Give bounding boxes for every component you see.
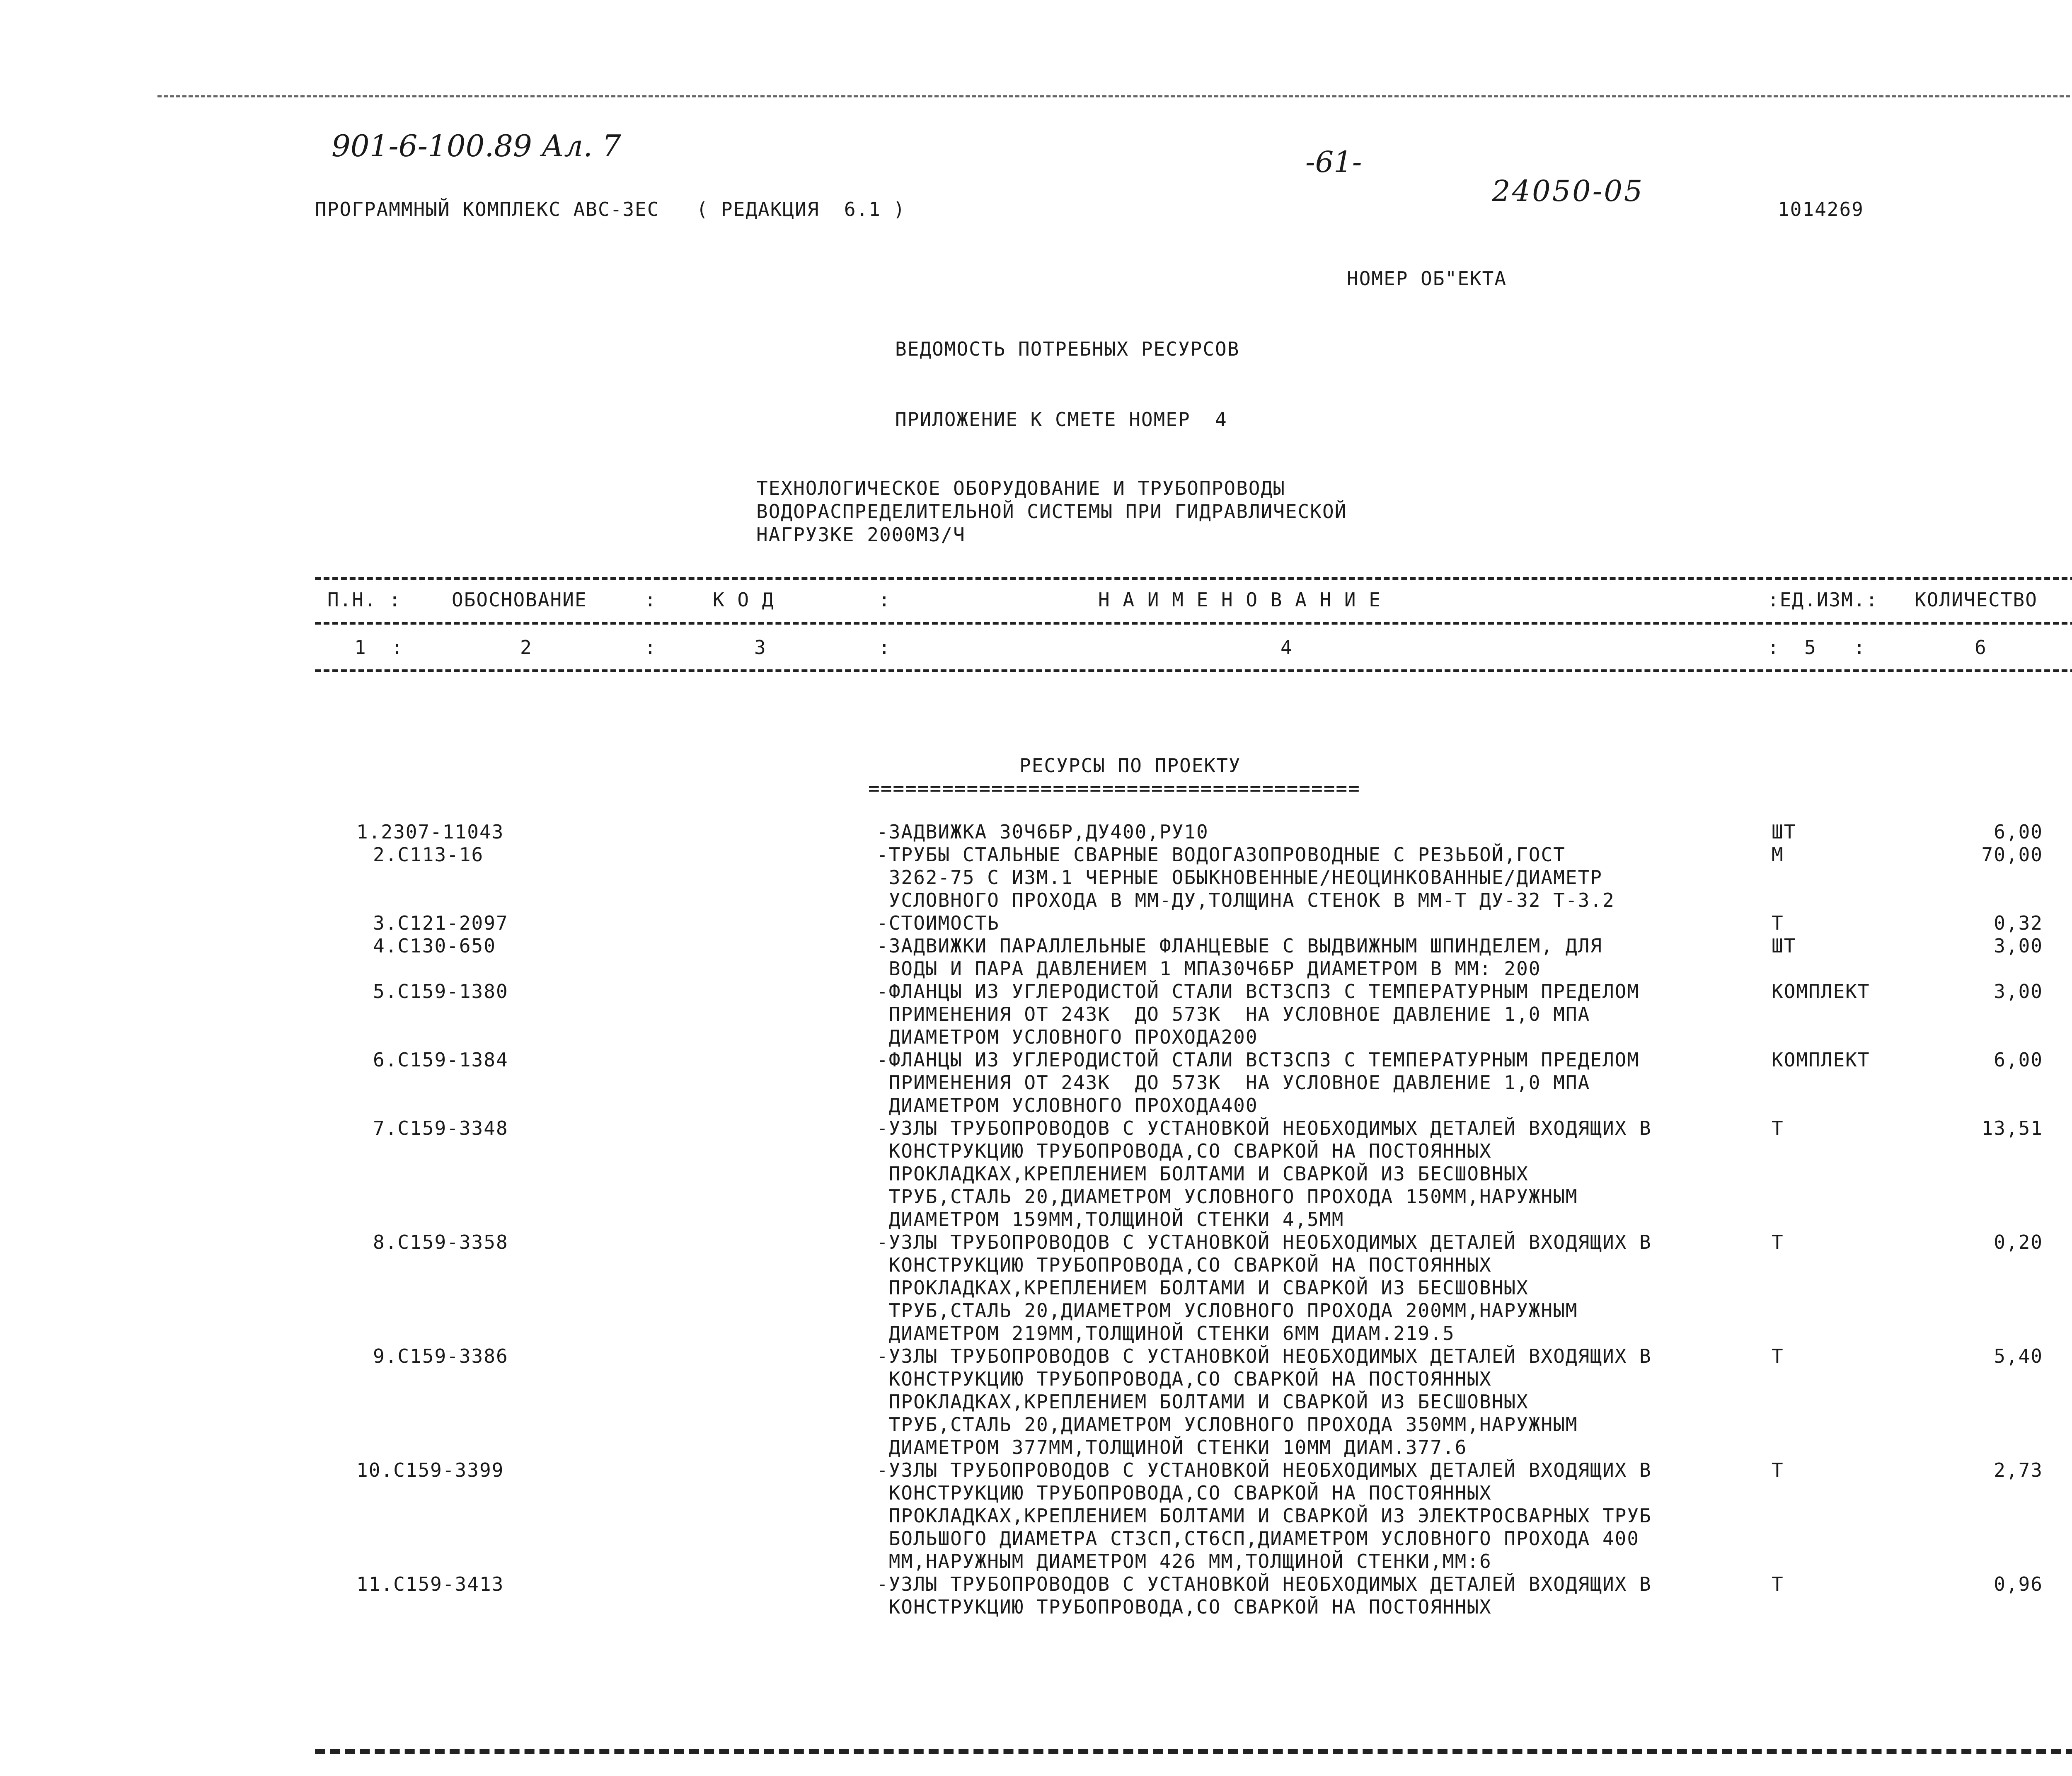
- resource-name: -ФЛАНЦЫ ИЗ УГЛЕРОДИСТОЙ СТАЛИ ВСТ3СП3 С ТЕМПЕРАТУРНЫМ ПРЕДЕЛОМ ПРИМЕНЕНИЯ ОТ 243К ДО 573К НА УСЛОВНОЕ ДАВЛЕНИЕ 1,0 МПА ДИАМЕТРОМ УСЛОВНОГО ПРОХОДА400: [876, 1049, 1640, 1117]
- col-sep: :: [644, 589, 657, 611]
- resource-code: 8.С159-3358: [373, 1231, 508, 1253]
- resource-row: [0, 935, 2072, 980]
- resource-name: -ФЛАНЦЫ ИЗ УГЛЕРОДИСТОЙ СТАЛИ ВСТ3СП3 С ТЕМПЕРАТУРНЫМ ПРЕДЕЛОМ ПРИМЕНЕНИЯ ОТ 243К ДО 573К НА УСЛОВНОЕ ДАВЛЕНИЕ 1,0 МПА ДИАМЕТРОМ УСЛОВНОГО ПРОХОДА200: [876, 980, 1640, 1048]
- resource-row: [0, 1231, 2072, 1345]
- resource-name: -УЗЛЫ ТРУБОПРОВОДОВ С УСТАНОВКОЙ НЕОБХОДИМЫХ ДЕТАЛЕЙ ВХОДЯЩИХ В КОНСТРУКЦИЮ ТРУБОПРОВОДА,СО СВАРКОЙ НА ПОСТОЯННЫХ: [876, 1573, 1652, 1618]
- resource-quantity: 5,40: [1994, 1345, 2043, 1367]
- resource-unit: Т: [1772, 1231, 1784, 1253]
- col-code: К О Д: [713, 589, 775, 611]
- document-title: ВЕДОМОСТЬ ПОТРЕБНЫХ РЕСУРСОВ: [895, 338, 1240, 360]
- resource-row: [0, 1345, 2072, 1459]
- resource-code: 2.С113-16: [373, 843, 484, 866]
- resource-name: -УЗЛЫ ТРУБОПРОВОДОВ С УСТАНОВКОЙ НЕОБХОДИМЫХ ДЕТАЛЕЙ ВХОДЯЩИХ В КОНСТРУКЦИЮ ТРУБОПРОВОДА,СО СВАРКОЙ НА ПОСТОЯННЫХ ПРОКЛАДКАХ,КРЕПЛЕНИЕМ БОЛТАМИ И СВАРКОЙ ИЗ ЭЛЕКТРОСВАРНЫХ ТРУБ БОЛЬШОГО ДИАМЕТРА СТ3СП,СТ6СП,ДИАМЕТРОМ УСЛОВНОГО ПРОХОДА 400 ММ,НАРУЖНЫМ ДИАМЕТРОМ 426 ММ,ТОЛЩИНОЙ СТЕНКИ,ММ:6: [876, 1459, 1652, 1572]
- col-pn: П.Н. :: [327, 589, 402, 611]
- col-unit: :ЕД.ИЗМ.:: [1767, 589, 1878, 611]
- resource-name: -ТРУБЫ СТАЛЬНЫЕ СВАРНЫЕ ВОДОГАЗОПРОВОДНЫЕ С РЕЗЬБОЙ,ГОСТ 3262-75 С ИЗМ.1 ЧЕРНЫЕ ОБЫКНОВЕННЫЕ/НЕОЦИНКОВАННЫЕ/ДИАМЕТР УСЛОВНОГО ПРОХОДА В ММ-ДУ,ТОЛЩИНА СТЕНОК В ММ-Т ДУ-32 Т-3.2: [876, 843, 1615, 911]
- col-num-2: 2: [520, 636, 533, 659]
- resource-quantity: 2,73: [1994, 1459, 2043, 1481]
- resource-row: [0, 821, 2072, 843]
- section-title: РЕСУРСЫ ПО ПРОЕКТУ: [1019, 754, 1241, 777]
- resource-row: [0, 1459, 2072, 1573]
- resource-unit: Т: [1772, 1345, 1784, 1367]
- resource-code: 10.С159-3399: [356, 1459, 504, 1481]
- top-perforation: [157, 95, 2072, 97]
- resource-quantity: 0,96: [1994, 1573, 2043, 1595]
- col-num-1: 1 :: [354, 636, 404, 659]
- col-sep: :: [879, 589, 891, 611]
- col-num-6: 6: [1975, 636, 1987, 659]
- resource-code: 6.С159-1384: [373, 1049, 508, 1071]
- resource-name: -УЗЛЫ ТРУБОПРОВОДОВ С УСТАНОВКОЙ НЕОБХОДИМЫХ ДЕТАЛЕЙ ВХОДЯЩИХ В КОНСТРУКЦИЮ ТРУБОПРОВОДА,СО СВАРКОЙ НА ПОСТОЯННЫХ ПРОКЛАДКАХ,КРЕПЛЕНИЕМ БОЛТАМИ И СВАРКОЙ ИЗ БЕСШОВНЫХ ТРУБ,СТАЛЬ 20,ДИАМЕТРОМ УСЛОВНОГО ПРОХОДА 200ММ,НАРУЖНЫМ ДИАМЕТРОМ 219ММ,ТОЛЩИНОЙ СТЕНКИ 6ММ ДИАМ.219.5: [876, 1231, 1652, 1345]
- resource-unit: Т: [1772, 1459, 1784, 1481]
- resource-code: 9.С159-3386: [373, 1345, 508, 1367]
- program-line: ПРОГРАММНЫЙ КОМПЛЕКС АВС-3ЕС ( РЕДАКЦИЯ 6.1 ): [315, 198, 906, 220]
- table-rule-bottom: [315, 669, 2072, 672]
- col-num-5: : 5 :: [1767, 636, 1866, 659]
- resource-code: 1.2307-11043: [356, 821, 504, 843]
- col-basis: ОБОСНОВАНИЕ: [452, 589, 587, 611]
- resource-unit: Т: [1772, 1117, 1784, 1139]
- resource-quantity: 0,32: [1994, 912, 2043, 934]
- col-num-sep: :: [879, 636, 891, 659]
- resource-unit: Т: [1772, 1573, 1784, 1595]
- resource-unit: КОМПЛЕКТ: [1772, 980, 1870, 1003]
- col-num-sep: :: [644, 636, 657, 659]
- col-qty: КОЛИЧЕСТВО: [1915, 589, 2038, 611]
- handwritten-doc-ref: 901-6-100.89 Ал. 7: [332, 128, 621, 163]
- resource-name: -СТОИМОСТЬ: [876, 912, 1000, 934]
- col-name: Н А И М Е Н О В А Н И Е: [1098, 589, 1381, 611]
- col-num-3: 3: [754, 636, 767, 659]
- table-number-row: [0, 636, 2072, 661]
- resource-quantity: 3,00: [1994, 980, 2043, 1003]
- bottom-perforation: [315, 1749, 2072, 1754]
- resource-name: -ЗАДВИЖКИ ПАРАЛЛЕЛЬНЫЕ ФЛАНЦЕВЫЕ С ВЫДВИЖНЫМ ШПИНДЕЛЕМ, ДЛЯ ВОДЫ И ПАРА ДАВЛЕНИЕМ 1 МПА30Ч6БР ДИАМЕТРОМ В ММ: 200: [876, 935, 1602, 980]
- table-rule-middle: [315, 622, 2072, 625]
- resource-row: [0, 843, 2072, 912]
- resource-unit: КОМПЛЕКТ: [1772, 1049, 1870, 1071]
- resource-code: 3.С121-2097: [373, 912, 508, 934]
- resource-name: -УЗЛЫ ТРУБОПРОВОДОВ С УСТАНОВКОЙ НЕОБХОДИМЫХ ДЕТАЛЕЙ ВХОДЯЩИХ В КОНСТРУКЦИЮ ТРУБОПРОВОДА,СО СВАРКОЙ НА ПОСТОЯННЫХ ПРОКЛАДКАХ,КРЕПЛЕНИЕМ БОЛТАМИ И СВАРКОЙ ИЗ БЕСШОВНЫХ ТРУБ,СТАЛЬ 20,ДИАМЕТРОМ УСЛОВНОГО ПРОХОДА 150ММ,НАРУЖНЫМ ДИАМЕТРОМ 159ММ,ТОЛЩИНОЙ СТЕНКИ 4,5ММ: [876, 1117, 1652, 1231]
- resource-quantity: 6,00: [1994, 1049, 2043, 1071]
- resource-row: [0, 912, 2072, 935]
- section-underline: ========================================: [868, 777, 1360, 800]
- resource-row: [0, 1117, 2072, 1231]
- resource-name: -УЗЛЫ ТРУБОПРОВОДОВ С УСТАНОВКОЙ НЕОБХОДИМЫХ ДЕТАЛЕЙ ВХОДЯЩИХ В КОНСТРУКЦИЮ ТРУБОПРОВОДА,СО СВАРКОЙ НА ПОСТОЯННЫХ ПРОКЛАДКАХ,КРЕПЛЕНИЕМ БОЛТАМИ И СВАРКОЙ ИЗ БЕСШОВНЫХ ТРУБ,СТАЛЬ 20,ДИАМЕТРОМ УСЛОВНОГО ПРОХОДА 350ММ,НАРУЖНЫМ ДИАМЕТРОМ 377ММ,ТОЛЩИНОЙ СТЕНКИ 10ММ ДИАМ.377.6: [876, 1345, 1652, 1459]
- resource-row: [0, 1573, 2072, 1619]
- table-header-row: [0, 589, 2072, 613]
- resource-unit: ШТ: [1772, 935, 1796, 957]
- resource-code: 4.С130-650: [373, 935, 496, 957]
- document-subtitle: ПРИЛОЖЕНИЕ К СМЕТЕ НОМЕР 4: [895, 408, 1227, 431]
- resource-name: -ЗАДВИЖКА 30Ч6БР,ДУ400,РУ10: [876, 821, 1209, 843]
- resource-unit: ШТ: [1772, 821, 1796, 843]
- resource-code: 11.С159-3413: [356, 1573, 504, 1595]
- object-number-label: НОМЕР ОБ"ЕКТА: [1347, 267, 1507, 290]
- resource-code: 5.С159-1380: [373, 980, 508, 1003]
- resource-row: [0, 1049, 2072, 1117]
- resource-unit: Т: [1772, 912, 1784, 934]
- resource-list: [0, 821, 2072, 1619]
- handwritten-page-number: -61-: [1305, 145, 1362, 179]
- document-description: ТЕХНОЛОГИЧЕСКОЕ ОБОРУДОВАНИЕ И ТРУБОПРОВОДЫ ВОДОРАСПРЕДЕЛИТЕЛЬНОЙ СИСТЕМЫ ПРИ ГИДРАВЛИЧЕСКОЙ НАГРУЗКЕ 2000М3/Ч: [756, 477, 1347, 546]
- resource-quantity: 70,00: [1981, 843, 2043, 866]
- resource-quantity: 3,00: [1994, 935, 2043, 957]
- resource-quantity: 13,51: [1981, 1117, 2043, 1139]
- program-number: 1014269: [1778, 198, 1864, 220]
- resource-quantity: 6,00: [1994, 821, 2043, 843]
- resource-row: [0, 980, 2072, 1049]
- table-rule-top: [315, 577, 2072, 580]
- resource-unit: М: [1772, 843, 1784, 866]
- handwritten-sheet-code: 24050-05: [1492, 174, 1644, 208]
- col-num-4: 4: [1280, 636, 1293, 659]
- resource-quantity: 0,20: [1994, 1231, 2043, 1253]
- resource-code: 7.С159-3348: [373, 1117, 508, 1139]
